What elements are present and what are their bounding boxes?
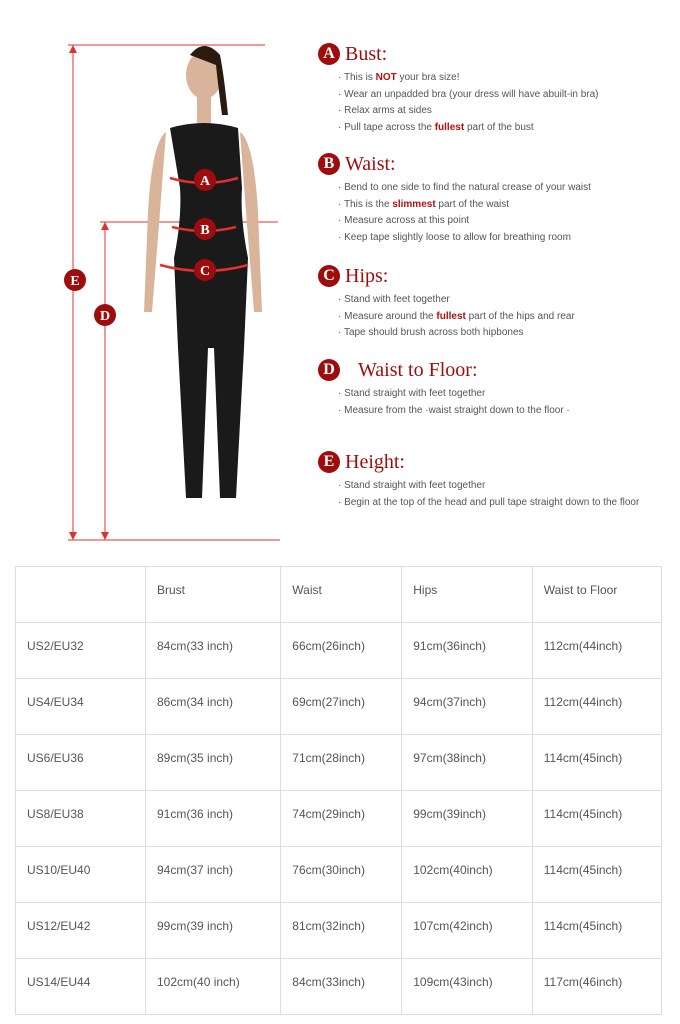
table-cell: 94cm(37inch) — [402, 679, 533, 735]
instruction-item: · Measure around the fullest part of the hips and rear — [338, 309, 575, 326]
instruction-item: · Bend to one side to find the natural crease of your waist — [338, 180, 591, 197]
table-cell: 91cm(36inch) — [402, 623, 533, 679]
table-cell: 107cm(42inch) — [402, 903, 533, 959]
table-row — [16, 623, 662, 679]
table-cell: 112cm(44inch) — [532, 679, 661, 735]
table-cell: 114cm(45inch) — [532, 847, 661, 903]
table-header-row — [16, 567, 662, 623]
instruction-item: · Tape should brush across both hipbones — [338, 325, 575, 342]
table-row — [16, 847, 662, 903]
table-row — [16, 735, 662, 791]
instruction-item: · Relax arms at sides — [338, 103, 599, 120]
label-e: E — [70, 274, 80, 289]
table-cell: 114cm(45inch) — [532, 903, 661, 959]
letter-badge: E — [318, 451, 340, 473]
section-title: Hips: — [345, 264, 389, 287]
table-row — [16, 903, 662, 959]
instruction-item: · Pull tape across the fullest part of the bust — [338, 120, 599, 137]
table-cell: 84cm(33inch) — [281, 959, 402, 1015]
table-cell: US10/EU40 — [16, 847, 146, 903]
section-title: Bust: — [345, 42, 388, 65]
instruction-item: · Measure across at this point — [338, 213, 591, 230]
table-cell: 117cm(46inch) — [532, 959, 661, 1015]
instruction-item: · Stand straight with feet together — [338, 386, 570, 403]
table-cell: US8/EU38 — [16, 791, 146, 847]
table-row — [16, 679, 662, 735]
instruction-item: · Stand straight with feet together — [338, 478, 639, 495]
label-c: C — [199, 264, 211, 279]
table-row — [16, 959, 662, 1015]
table-cell: US12/EU42 — [16, 903, 146, 959]
table-cell: 97cm(38inch) — [402, 735, 533, 791]
table-cell: 91cm(36 inch) — [146, 791, 281, 847]
section-title: Waist: — [345, 152, 396, 175]
section-a — [318, 42, 599, 136]
letter-badge: A — [318, 43, 340, 65]
table-cell: 71cm(28inch) — [281, 735, 402, 791]
instruction-item: · Stand with feet together — [338, 292, 575, 309]
table-cell: 99cm(39inch) — [402, 791, 533, 847]
letter-badge: C — [318, 265, 340, 287]
column-header: Brust — [146, 567, 281, 623]
instruction-item: · This is the slimmest part of the waist — [338, 197, 591, 214]
table-cell: 69cm(27inch) — [281, 679, 402, 735]
section-title: Waist to Floor: — [358, 358, 478, 381]
table-cell: US6/EU36 — [16, 735, 146, 791]
letter-badge: D — [318, 359, 340, 381]
section-e — [318, 450, 639, 511]
label-a: A — [199, 174, 211, 189]
instruction-item: · Wear an unpadded bra (your dress will have abuilt-in bra) — [338, 87, 599, 104]
instruction-item: · This is NOT your bra size! — [338, 70, 599, 87]
instruction-item: · Measure from the ·waist straight down to the floor · — [338, 403, 570, 420]
label-b: B — [200, 223, 210, 238]
table-cell: 66cm(26inch) — [281, 623, 402, 679]
table-cell: 112cm(44inch) — [532, 623, 661, 679]
section-c — [318, 264, 575, 342]
table-cell: 74cm(29inch) — [281, 791, 402, 847]
table-row — [16, 791, 662, 847]
table-cell: 81cm(32inch) — [281, 903, 402, 959]
table-cell: 99cm(39 inch) — [146, 903, 281, 959]
section-title: Height: — [345, 450, 405, 473]
table-cell: 89cm(35 inch) — [146, 735, 281, 791]
column-header: Waist to Floor — [532, 567, 661, 623]
table-cell: 94cm(37 inch) — [146, 847, 281, 903]
table-cell: US4/EU34 — [16, 679, 146, 735]
column-header: Hips — [402, 567, 533, 623]
table-cell: 84cm(33 inch) — [146, 623, 281, 679]
table-cell: 76cm(30inch) — [281, 847, 402, 903]
label-d: D — [99, 309, 111, 324]
table-cell: 102cm(40 inch) — [146, 959, 281, 1015]
table-cell: US14/EU44 — [16, 959, 146, 1015]
letter-badge: B — [318, 153, 340, 175]
instruction-item: · Begin at the top of the head and pull tape straight down to the floor — [338, 495, 639, 512]
column-header: Waist — [281, 567, 402, 623]
instruction-item: · Keep tape slightly loose to allow for breathing room — [338, 230, 591, 247]
table-cell: 114cm(45inch) — [532, 735, 661, 791]
table-cell: US2/EU32 — [16, 623, 146, 679]
table-cell: 102cm(40inch) — [402, 847, 533, 903]
column-header — [16, 567, 146, 623]
table-cell: 86cm(34 inch) — [146, 679, 281, 735]
table-cell: 114cm(45inch) — [532, 791, 661, 847]
measurement-figure — [0, 0, 300, 560]
section-d — [318, 358, 570, 419]
table-cell: 109cm(43inch) — [402, 959, 533, 1015]
size-table — [15, 566, 662, 1015]
section-b — [318, 152, 591, 246]
